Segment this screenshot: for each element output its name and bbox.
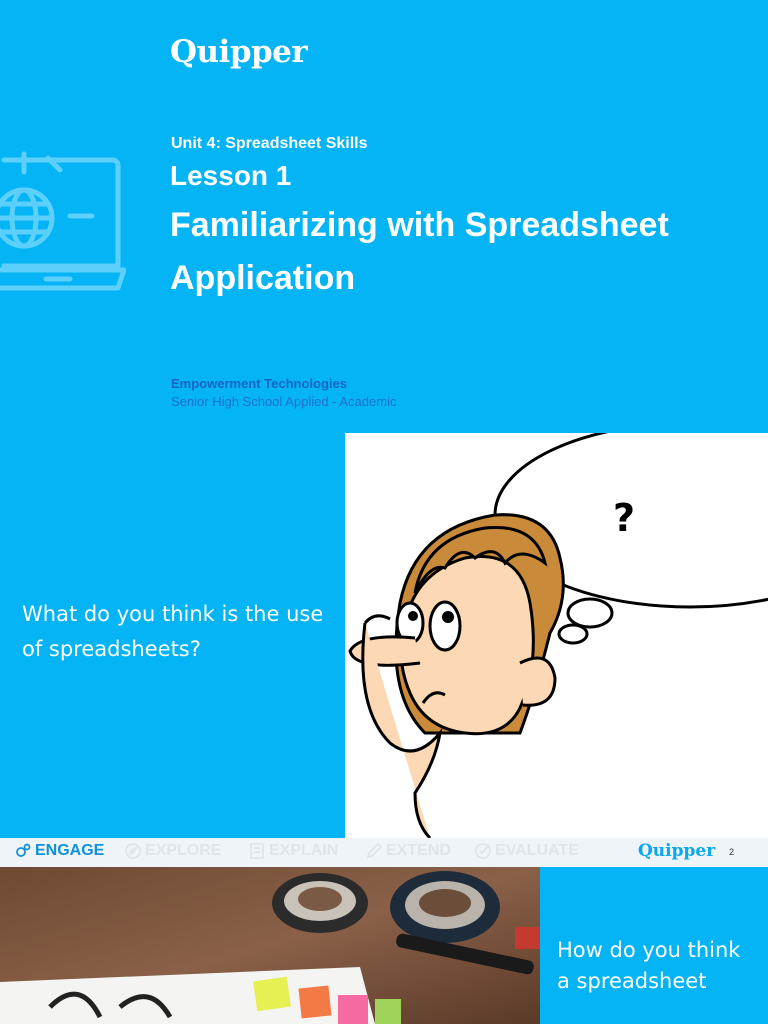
nav-engage[interactable]: [14, 842, 104, 860]
school-level: Senior High School Applied - Academic: [171, 394, 397, 409]
question-slide: [0, 433, 768, 838]
quipper-logo: Quipper: [170, 34, 308, 70]
compass-icon: [124, 842, 142, 860]
laptop-globe-icon: [0, 148, 126, 298]
nav-explore-label: EXPLORE: [145, 842, 222, 859]
thinking-man-cartoon: [345, 433, 768, 838]
book-icon: [248, 842, 266, 860]
gears-icon: [14, 842, 32, 860]
bubble-question-mark: ?: [613, 496, 636, 540]
question-text-2: How do you think a spreadsheet: [557, 938, 741, 993]
nav-extend[interactable]: [365, 842, 451, 860]
question-slide-2: [0, 867, 768, 1024]
nav-evaluate-label: EVALUATE: [495, 842, 579, 859]
nav-explain-label: EXPLAIN: [269, 842, 339, 859]
lesson-number: Lesson 1: [170, 160, 292, 191]
pencil-icon: [365, 842, 383, 860]
check-circle-icon: [474, 842, 492, 860]
nav-engage-label: ENGAGE: [35, 842, 105, 859]
nav-explain[interactable]: [248, 842, 338, 860]
nav-quipper-logo: Quipper: [638, 841, 716, 861]
nav-explore[interactable]: [124, 842, 221, 860]
desk-tape-photo: [0, 867, 540, 1024]
subject-name: Empowerment Technologies: [171, 376, 348, 391]
lesson-title: Familiarizing with Spreadsheet Application: [170, 206, 669, 297]
question-text: What do you think is the use of spreadsheets?: [22, 602, 324, 661]
title-slide: [0, 0, 768, 433]
unit-label: Unit 4: Spreadsheet Skills: [171, 135, 368, 152]
phase-navbar: [0, 838, 768, 867]
nav-evaluate[interactable]: [474, 842, 579, 860]
nav-extend-label: EXTEND: [386, 842, 451, 859]
page-number: 2: [729, 847, 735, 857]
